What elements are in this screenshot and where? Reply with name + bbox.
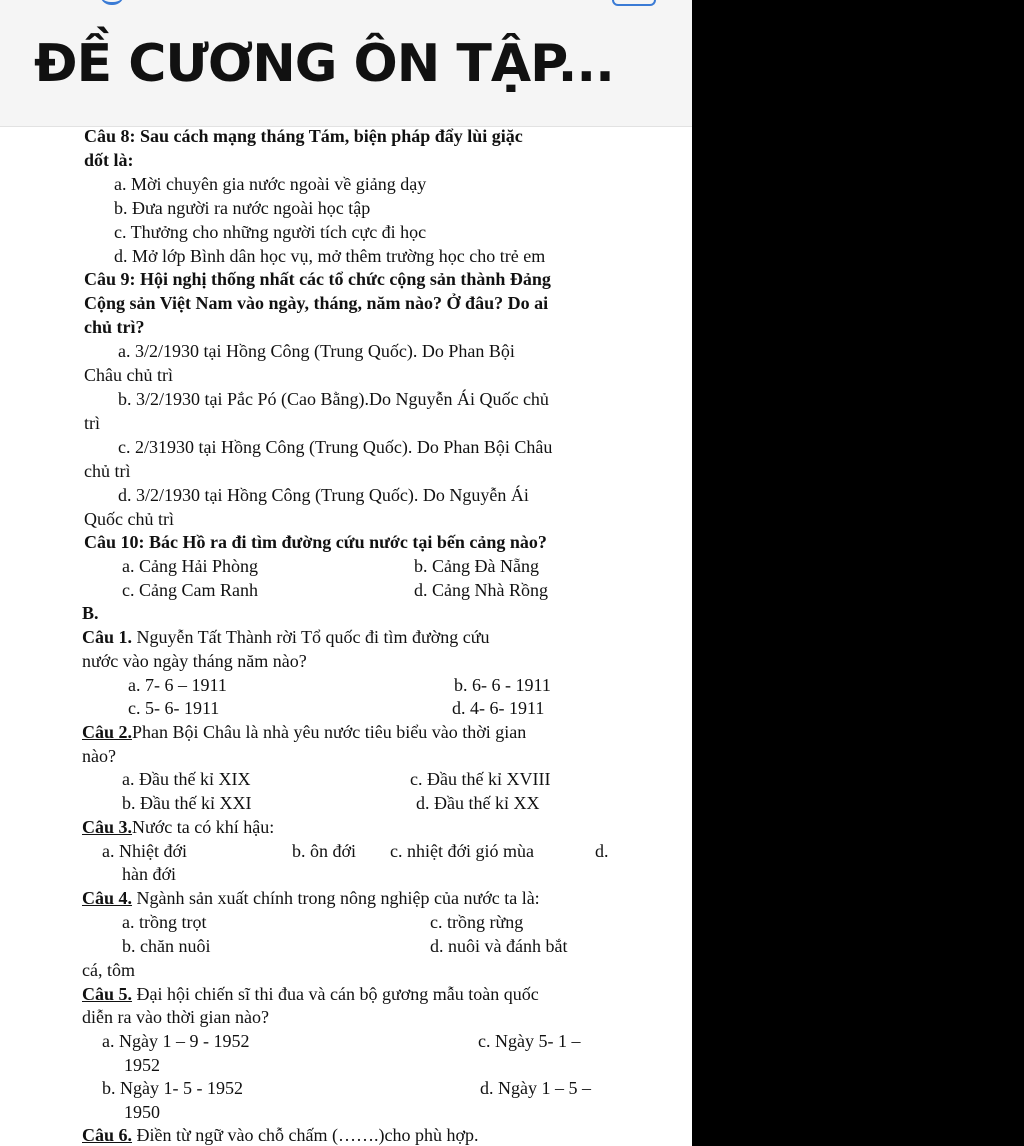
section-b-question-4-option-d: d. nuôi và đánh bắt — [430, 936, 568, 956]
top-left-decoration — [100, 0, 124, 5]
question-10-title — [84, 531, 547, 553]
question-8-option-a: a. Mời chuyên gia nước ngoài về giảng dạy — [114, 174, 427, 194]
question-9-text-cont2: chủ trì? — [84, 317, 145, 337]
question-9-text: Hội nghị thống nhất các tổ chức cộng sản thành Đảng — [140, 269, 551, 289]
section-b-question-2-option-d: d. Đầu thế kỉ XX — [416, 793, 540, 813]
section-b-question-3-option-b: b. ôn đới — [292, 841, 357, 861]
section-b-question-3-text: Nước ta có khí hậu: — [132, 817, 275, 837]
section-b-question-1-text-cont: nước vào ngày tháng năm nào? — [82, 651, 307, 671]
section-b-question-5-option-c: c. Ngày 5- 1 – — [478, 1031, 581, 1051]
section-b-question-1-option-b: b. 6- 6 - 1911 — [454, 675, 551, 695]
section-b-question-2-prefix: Câu 2. — [82, 722, 133, 742]
question-8-text-cont: dốt là: — [84, 150, 134, 170]
section-b-question-2-title — [82, 721, 526, 743]
section-b-question-5-text-cont: diễn ra vào thời gian nào? — [82, 1007, 269, 1027]
section-b-question-1-option-d: d. 4- 6- 1911 — [452, 698, 545, 718]
section-b-question-2-option-a: a. Đầu thế kỉ XIX — [122, 769, 251, 789]
section-b-question-5-year: 1952 — [124, 1055, 160, 1075]
section-b-question-4-option-c: c. trồng rừng — [430, 912, 524, 932]
section-b-question-6-prefix: Câu 6. — [82, 1125, 133, 1145]
page-header — [0, 0, 692, 127]
section-b-question-4-option-d-cont: cá, tôm — [82, 960, 135, 980]
question-9-option-a-cont: Châu chủ trì — [84, 365, 173, 385]
section-b-question-5-option-a: a. Ngày 1 – 9 - 1952 — [102, 1031, 250, 1051]
question-10-prefix: Câu 10: — [84, 532, 145, 552]
question-9-option-a: a. 3/2/1930 tại Hồng Công (Trung Quốc). Do Phan Bội — [118, 341, 515, 361]
question-9-option-d: d. 3/2/1930 tại Hồng Công (Trung Quốc). Do Nguyễn Ái — [118, 485, 529, 505]
section-b-question-1-prefix: Câu 1. — [82, 627, 133, 647]
question-10-text: Bác Hồ ra đi tìm đường cứu nước tại bến cảng nào? — [149, 532, 547, 552]
section-b-question-2-option-b: b. Đầu thế kỉ XXI — [122, 793, 252, 813]
section-b-question-4-prefix: Câu 4. — [82, 888, 133, 908]
section-b-question-4-text: Ngành sản xuất chính trong nông nghiệp của nước ta là: — [136, 888, 540, 908]
section-b-question-5-text: Đại hội chiến sĩ thi đua và cán bộ gương mẫu toàn quốc — [136, 984, 539, 1004]
section-b-question-5-title — [82, 983, 539, 1005]
question-9-option-b-cont: trì — [84, 413, 100, 433]
section-b-heading: B. — [82, 603, 99, 623]
section-b-question-5-year-2: 1950 — [124, 1102, 160, 1122]
question-8-option-b: b. Đưa người ra nước ngoài học tập — [114, 198, 371, 218]
page-title: ĐỀ CƯƠNG ÔN TẬP... — [34, 34, 614, 94]
section-b-question-4-option-a: a. trồng trọt — [122, 912, 207, 932]
question-9-prefix: Câu 9: — [84, 269, 136, 289]
section-b-question-1-option-c: c. 5- 6- 1911 — [128, 698, 220, 718]
section-b-question-2-text-cont: nào? — [82, 746, 116, 766]
section-b-question-6-title — [82, 1124, 478, 1146]
question-8-title — [84, 125, 523, 147]
question-9-option-c-cont: chủ trì — [84, 461, 131, 481]
section-b-question-1-option-a: a. 7- 6 – 1911 — [128, 675, 227, 695]
question-10-option-d: d. Cảng Nhà Rồng — [414, 580, 548, 600]
section-b-question-3-title — [82, 816, 274, 838]
section-b-question-1-text: Nguyễn Tất Thành rời Tổ quốc đi tìm đường cứu — [136, 627, 490, 647]
section-b-question-2-text: Phan Bội Châu là nhà yêu nước tiêu biểu vào thời gian — [132, 722, 527, 742]
section-b-question-3-option-d: d. — [595, 841, 609, 861]
section-b-question-3-prefix: Câu 3. — [82, 817, 133, 837]
question-9-option-d-cont: Quốc chủ trì — [84, 509, 174, 529]
section-b-question-4-title — [82, 887, 540, 909]
question-8-prefix: Câu 8: — [84, 126, 136, 146]
section-b-question-1-title — [82, 626, 490, 648]
section-b-question-5-option-b: b. Ngày 1- 5 - 1952 — [102, 1078, 243, 1098]
section-b-question-2-option-c: c. Đầu thế kỉ XVIII — [410, 769, 551, 789]
question-8-option-c: c. Thưởng cho những người tích cực đi học — [114, 222, 427, 242]
section-b-question-5-option-d: d. Ngày 1 – 5 – — [480, 1078, 591, 1098]
section-b-question-4-option-b: b. chăn nuôi — [122, 936, 211, 956]
question-9-option-b: b. 3/2/1930 tại Pắc Pó (Cao Bằng).Do Nguyễn Ái Quốc chủ — [118, 389, 549, 409]
top-right-decoration — [612, 0, 656, 6]
question-10-option-c: c. Cảng Cam Ranh — [122, 580, 258, 600]
question-9-title — [84, 268, 551, 290]
question-10-option-a: a. Cảng Hải Phòng — [122, 556, 258, 576]
question-10-option-b: b. Cảng Đà Nẵng — [414, 556, 539, 576]
question-9-text-cont: Cộng sản Việt Nam vào ngày, tháng, năm nào? Ở đâu? Do ai — [84, 293, 549, 313]
section-b-question-3-option-d-cont: hàn đới — [122, 864, 177, 884]
question-8-text: Sau cách mạng tháng Tám, biện pháp đẩy lùi giặc — [140, 126, 523, 146]
section-b-question-3-option-a: a. Nhiệt đới — [102, 841, 187, 861]
section-b-question-3-option-c: c. nhiệt đới gió mùa — [390, 841, 534, 861]
section-b-question-6-text: Điền từ ngữ vào chỗ chấm (…….)cho phù hợp. — [136, 1125, 479, 1145]
question-8-option-d: d. Mở lớp Bình dân học vụ, mở thêm trường học cho trẻ em — [114, 246, 546, 266]
question-9-option-c: c. 2/31930 tại Hồng Công (Trung Quốc). Do Phan Bội Châu — [118, 437, 553, 457]
section-b-question-5-prefix: Câu 5. — [82, 984, 133, 1004]
